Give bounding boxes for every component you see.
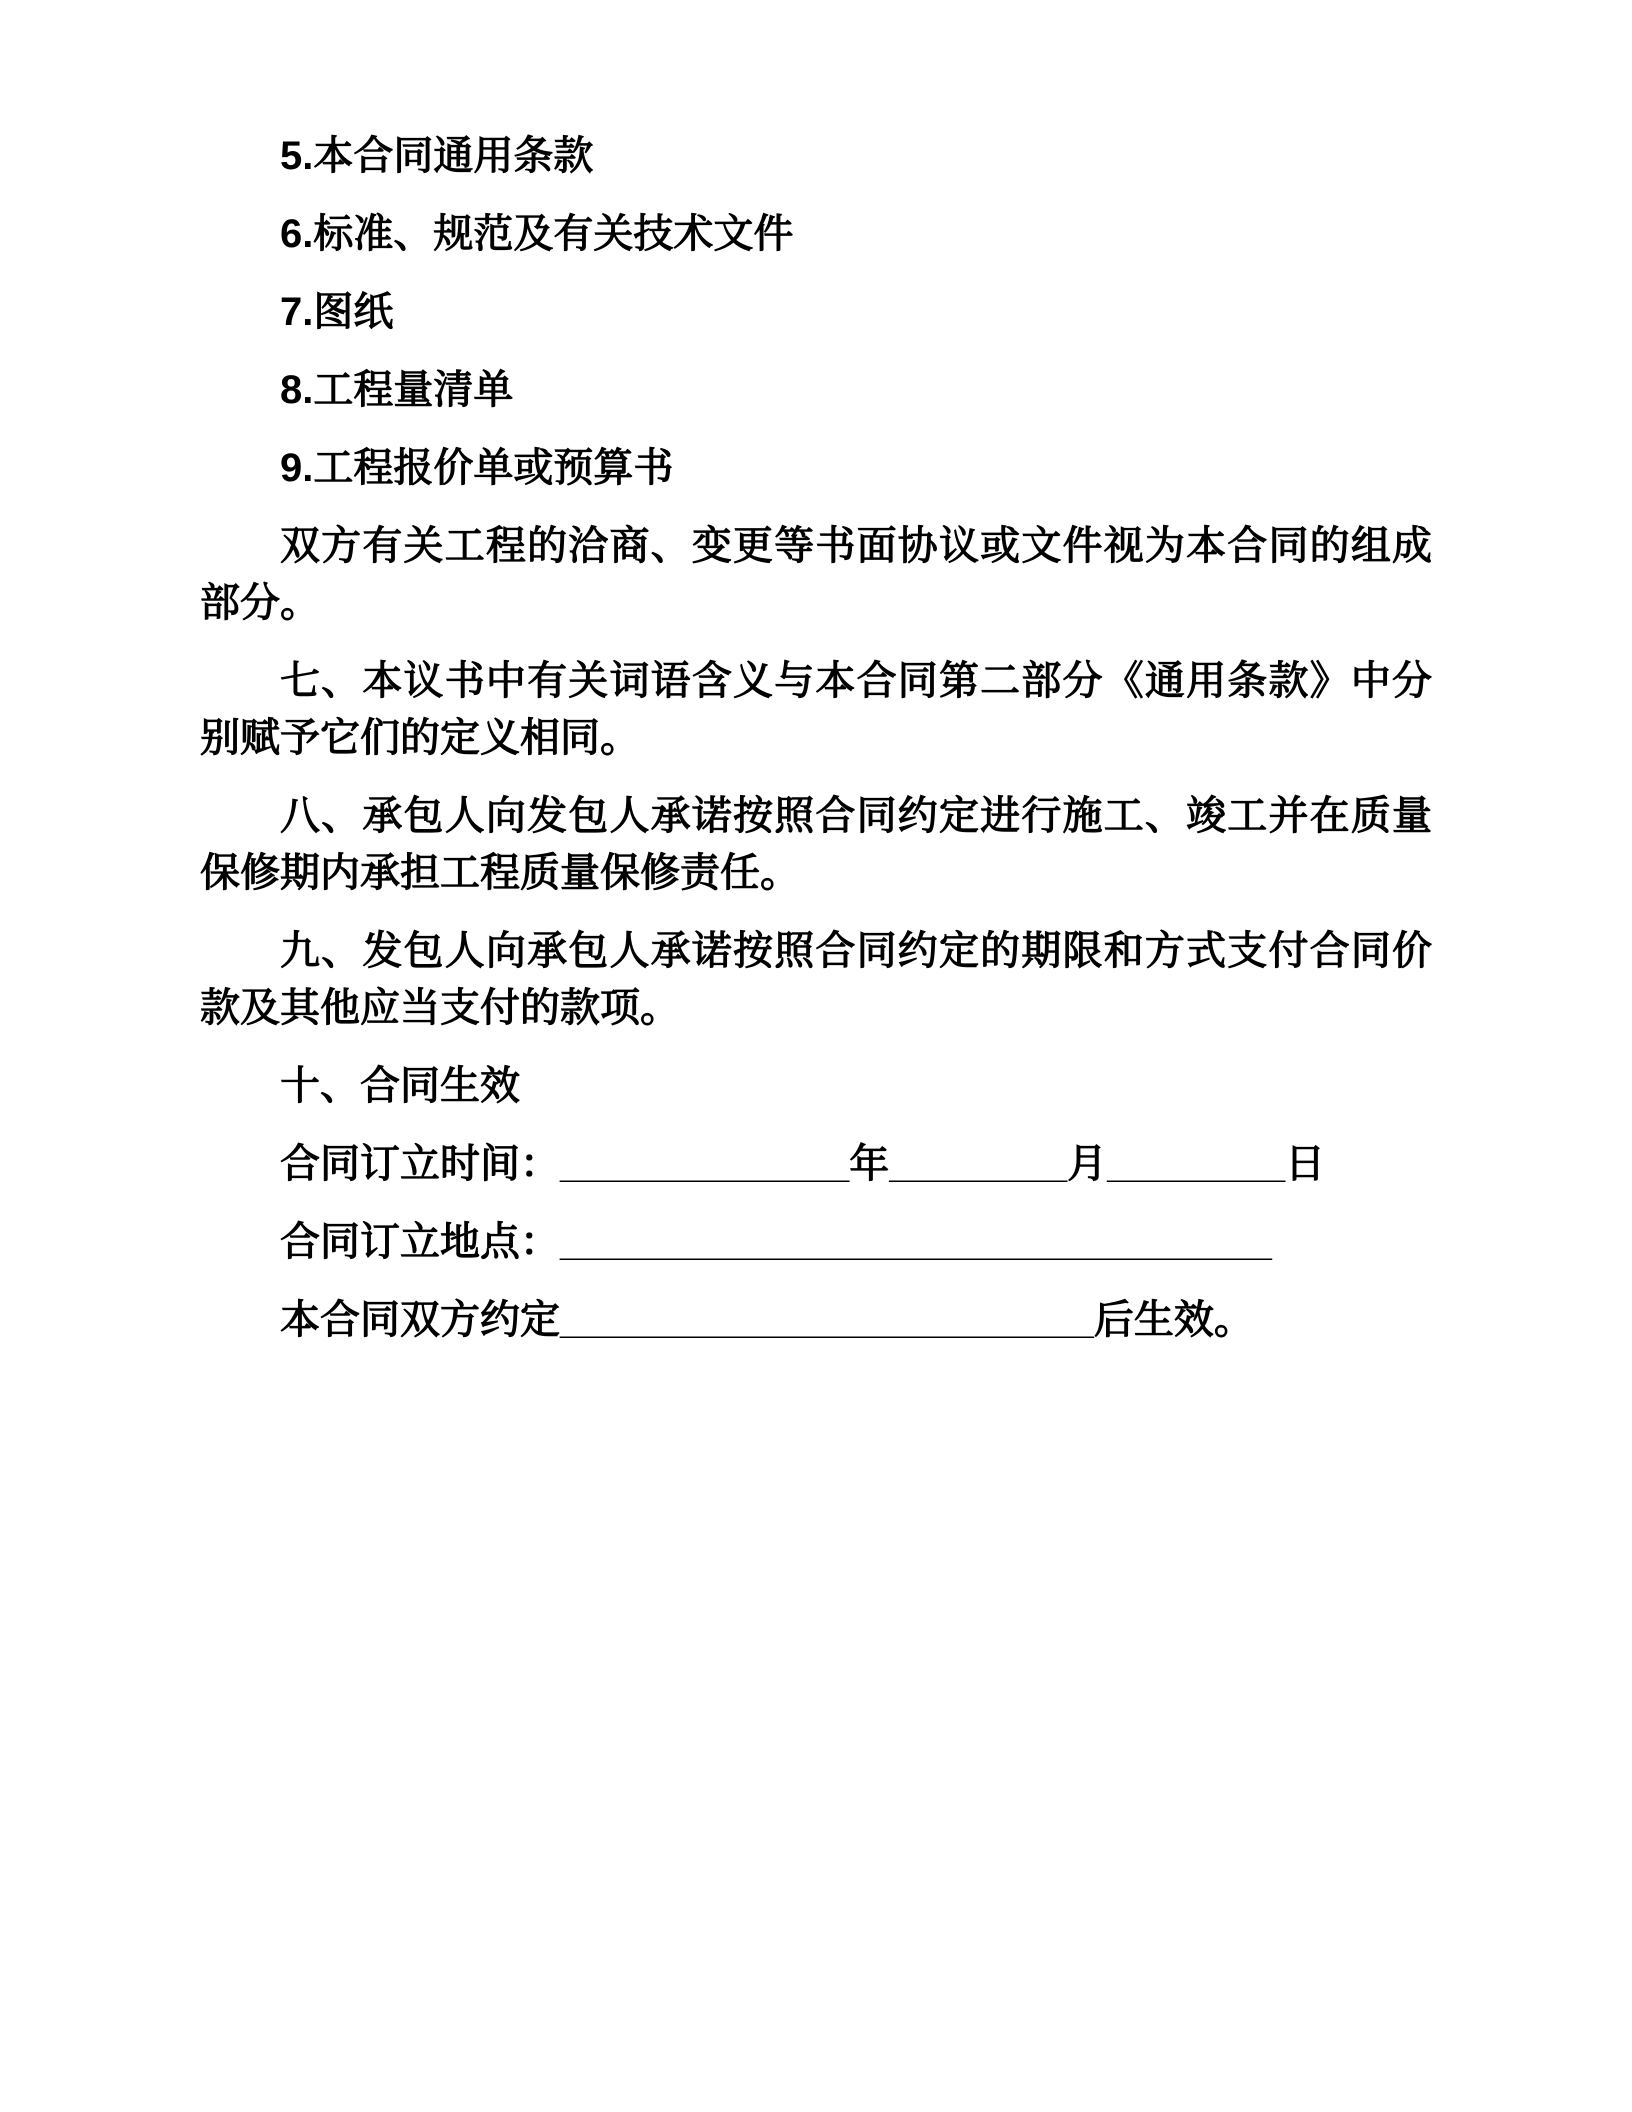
list-item-9-quotation: 9.工程报价单或预算书 [280,446,674,490]
contract-place-line: 合同订立地点：________________________________ [280,1220,1272,1264]
list-item-6-standards: 6.标准、规范及有关技术文件 [280,212,794,256]
list-item-7-drawings: 7.图纸 [280,290,394,334]
clause-eight-contractor-promise: 八、承包人向发包人承诺按照合同约定进行施工、竣工并在质量保修期内承担工程质量保修责任。 [200,794,1432,895]
contract-date-line: 合同订立时间：_____________年________月________日 [280,1142,1326,1186]
clause-ten-heading-effectiveness: 十、合同生效 [280,1064,520,1108]
contract-effective-line: 本合同双方约定________________________后生效。 [280,1298,1254,1342]
list-item-8-boq: 8.工程量清单 [280,368,514,412]
paragraph-components-note: 双方有关工程的洽商、变更等书面协议或文件视为本合同的组成部分。 [200,524,1432,625]
list-item-5-general-terms: 5.本合同通用条款 [280,134,594,178]
clause-nine-employer-promise: 九、发包人向承包人承诺按照合同约定的期限和方式支付合同价款及其他应当支付的款项。 [200,929,1432,1030]
clause-seven-definitions: 七、本议书中有关词语含义与本合同第二部分《通用条款》中分别赋予它们的定义相同。 [200,659,1432,760]
